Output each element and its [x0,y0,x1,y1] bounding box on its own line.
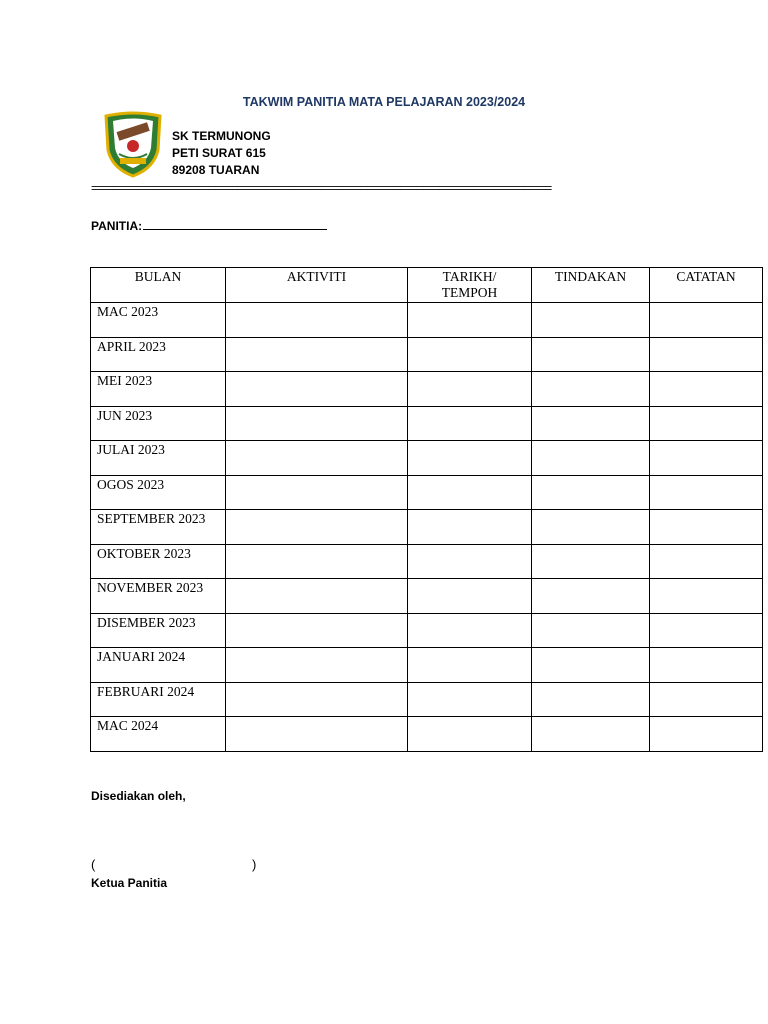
header-aktiviti: AKTIVITI [226,268,408,303]
school-address-block [172,128,271,179]
table-row [91,406,763,441]
tarikh-cell[interactable] [408,613,532,648]
tindakan-cell[interactable] [532,372,650,407]
aktiviti-cell[interactable] [226,372,408,407]
aktiviti-cell[interactable] [226,717,408,752]
signature-paren-open: ( [91,857,96,872]
month-cell: JULAI 2023 [91,441,226,476]
table-row [91,510,763,545]
aktiviti-cell[interactable] [226,544,408,579]
catatan-cell[interactable] [650,648,763,683]
address-line-2: 89208 TUARAN [172,163,260,177]
tarikh-cell[interactable] [408,579,532,614]
month-cell: JUN 2023 [91,406,226,441]
table-row [91,613,763,648]
aktiviti-cell[interactable] [226,475,408,510]
table-row [91,303,763,338]
header-catatan: CATATAN [650,268,763,303]
table-row [91,544,763,579]
month-cell: OGOS 2023 [91,475,226,510]
aktiviti-cell[interactable] [226,303,408,338]
tarikh-cell[interactable] [408,682,532,717]
tindakan-cell[interactable] [532,682,650,717]
tarikh-cell[interactable] [408,510,532,545]
aktiviti-cell[interactable] [226,613,408,648]
tarikh-cell[interactable] [408,441,532,476]
catatan-cell[interactable] [650,682,763,717]
catatan-cell[interactable] [650,613,763,648]
tarikh-cell[interactable] [408,372,532,407]
signatory-label: Ketua Panitia [91,876,168,890]
catatan-cell[interactable] [650,579,763,614]
catatan-cell[interactable] [650,303,763,338]
tindakan-cell[interactable] [532,337,650,372]
tarikh-cell[interactable] [408,406,532,441]
panitia-blank-line [143,218,327,230]
month-cell: OKTOBER 2023 [91,544,226,579]
tarikh-cell[interactable] [408,648,532,683]
panitia-field [91,218,327,233]
tindakan-cell[interactable] [532,475,650,510]
table-row [91,682,763,717]
aktiviti-cell[interactable] [226,648,408,683]
aktiviti-cell[interactable] [226,406,408,441]
tarikh-cell[interactable] [408,544,532,579]
tindakan-cell[interactable] [532,648,650,683]
month-cell: FEBRUARI 2024 [91,682,226,717]
aktiviti-cell[interactable] [226,682,408,717]
table-header-row [91,268,763,303]
tindakan-cell[interactable] [532,717,650,752]
school-name: SK TERMUNONG [172,129,271,143]
catatan-cell[interactable] [650,337,763,372]
table-row [91,337,763,372]
month-cell: MAC 2024 [91,717,226,752]
tindakan-cell[interactable] [532,613,650,648]
catatan-cell[interactable] [650,441,763,476]
address-line-1: PETI SURAT 615 [172,146,266,160]
prepared-by-label: Disediakan oleh, [91,789,186,803]
table-row [91,475,763,510]
school-crest-logo [102,110,164,178]
aktiviti-cell[interactable] [226,510,408,545]
header-tarikh-tempoh: TARIKH/ TEMPOH [408,268,532,303]
month-cell: JANUARI 2024 [91,648,226,683]
tarikh-cell[interactable] [408,717,532,752]
table-row [91,441,763,476]
tarikh-cell[interactable] [408,337,532,372]
month-cell: APRIL 2023 [91,337,226,372]
table-row [91,579,763,614]
header-bulan: BULAN [91,268,226,303]
aktiviti-cell[interactable] [226,337,408,372]
catatan-cell[interactable] [650,475,763,510]
document-title: TAKWIM PANITIA MATA PELAJARAN 2023/2024 [242,95,526,109]
catatan-cell[interactable] [650,717,763,752]
header-tindakan: TINDAKAN [532,268,650,303]
signature-paren-close: ) [252,857,257,872]
table-row [91,717,763,752]
tindakan-cell[interactable] [532,441,650,476]
month-cell: MAC 2023 [91,303,226,338]
tindakan-cell[interactable] [532,406,650,441]
panitia-label: PANITIA: [91,219,143,233]
aktiviti-cell[interactable] [226,441,408,476]
plan-table [90,267,763,752]
tindakan-cell[interactable] [532,579,650,614]
tindakan-cell[interactable] [532,303,650,338]
table-row [91,648,763,683]
tindakan-cell[interactable] [532,544,650,579]
tarikh-cell[interactable] [408,475,532,510]
table-row [91,372,763,407]
month-cell: DISEMBER 2023 [91,613,226,648]
tindakan-cell[interactable] [532,510,650,545]
tarikh-cell[interactable] [408,303,532,338]
catatan-cell[interactable] [650,406,763,441]
aktiviti-cell[interactable] [226,579,408,614]
month-cell: MEI 2023 [91,372,226,407]
month-cell: NOVEMBER 2023 [91,579,226,614]
catatan-cell[interactable] [650,544,763,579]
catatan-cell[interactable] [650,510,763,545]
month-cell: SEPTEMBER 2023 [91,510,226,545]
separator-line: ================================================================================== [91,182,551,194]
catatan-cell[interactable] [650,372,763,407]
